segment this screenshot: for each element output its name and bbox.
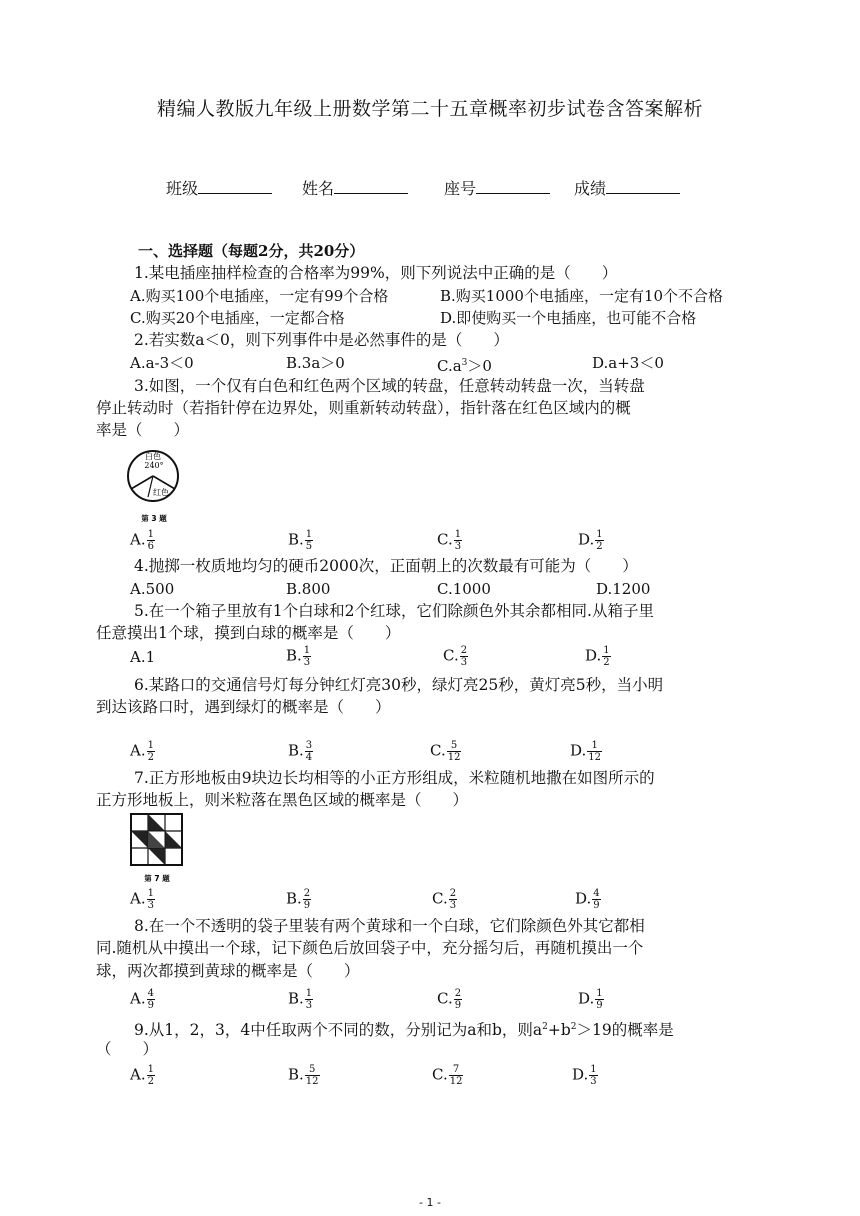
q4-option-c: C.1000 [437,580,491,598]
spinner-red-label: 红色 [153,488,169,497]
q5-option-c: C. $\frac{2}{3}$ [443,645,468,668]
page-number: - 1 - [419,1196,441,1209]
seat-label: 座号 [444,179,477,198]
q4-stem: 4.抛掷一枚质地均匀的硬币2000次，正面朝上的次数最有可能为（ ） [134,557,638,575]
section-heading: 一、选择题（每题2分，共20分） [138,242,365,260]
q8-line2: 同.随机从中摸出一个球，记下颜色后放回袋子中，充分摇匀后，再随机摸出一个 [96,939,644,957]
name-label: 姓名 [302,179,335,198]
q3-line3: 率是（ ） [96,421,190,439]
q8-option-a: A. $\frac{4}{9}$ [130,988,154,1011]
q5-option-b: B. $\frac{1}{3}$ [286,645,311,668]
score-blank [606,179,680,194]
seat-field [444,176,550,199]
floor-figure [128,811,186,889]
q7-option-d: D. $\frac{4}{9}$ [575,888,600,911]
q2-option-a: A.a-3＜0 [130,354,194,372]
spinner-figure [126,442,182,526]
q8-option-b: B. $\frac{1}{3}$ [288,988,313,1011]
q1-option-d: D.即使购买一个电插座，也可能不合格 [440,309,697,327]
q4-option-a: A.500 [130,580,175,598]
page-title: 精编人教版九年级上册数学第二十五章概率初步试卷含答案解析 [156,98,703,120]
score-field [574,176,680,199]
q5-option-d: D. $\frac{1}{2}$ [585,645,610,668]
q3-option-c: C. $\frac{1}{3}$ [437,529,462,552]
name-blank [334,179,408,194]
q7-line1: 7.正方形地板由9块边长均相等的小正方形组成，米粒随机地撒在如图所示的 [134,769,655,787]
q3-option-b: B. $\frac{1}{5}$ [288,529,313,552]
q4-option-b: B.800 [286,580,331,598]
q9-line1: 9.从1，2，3，4中任取两个不同的数，分别记为a和b，则$a^2+b^2>19$的概率是 [134,1021,674,1040]
q9-option-b: B. $\frac{5}{12}$ [288,1064,319,1087]
q8-option-c: C. $\frac{2}{9}$ [437,988,462,1011]
fig3-caption: 第 3 题 [141,514,167,523]
q7-option-c: C. $\frac{2}{3}$ [432,888,457,911]
q7-line2: 正方形地板上，则米粒落在黑色区域的概率是（ ） [96,791,469,809]
spinner-angle-label: 240° [144,461,164,470]
q1-stem: 1.某电插座抽样检查的合格率为99%，则下列说法中正确的是（ ） [134,264,618,282]
q5-option-a: A.1 [130,648,156,666]
q6-line2: 到达该路口时，遇到绿灯的概率是（ ） [96,698,391,716]
q6-option-d: D. $\frac{1}{12}$ [570,740,601,763]
q9-option-d: D. $\frac{1}{3}$ [572,1064,597,1087]
q3-line2: 停止转动时（若指针停在边界处，则重新转动转盘），指针落在红色区域内的概 [96,399,631,417]
q3-option-a: A. $\frac{1}{6}$ [130,529,154,552]
q7-option-a: A. $\frac{1}{3}$ [130,888,154,911]
q3-line1: 3.如图，一个仅有白色和红色两个区域的转盘，任意转动转盘一次，当转盘 [134,377,645,395]
q6-option-c: C. $\frac{5}{12}$ [430,740,461,763]
q1-option-b: B.购买1000个电插座，一定有10个不合格 [440,287,724,305]
q5-line1: 5.在一个箱子里放有1个白球和2个红球，它们除颜色外其余都相同.从箱子里 [134,602,654,620]
q4-option-d: D.1200 [596,580,651,598]
fig7-caption: 第 7 题 [144,874,170,883]
score-label: 成绩 [574,179,607,198]
seat-blank [476,179,550,194]
class-field [166,176,272,199]
q8-line1: 8.在一个不透明的袋子里装有两个黄球和一个白球，它们除颜色外其它都相 [134,917,645,935]
spinner-white-label: 白色 [145,452,161,461]
q2-stem: 2.若实数a＜0，则下列事件中是必然事件的是（ ） [134,331,509,349]
q1-option-c: C.购买20个电插座，一定都合格 [130,309,345,327]
q1-option-a: A.购买100个电插座，一定有99个合格 [130,287,389,305]
q9-line2: （ ） [96,1040,159,1058]
class-label: 班级 [166,179,199,198]
q6-line1: 6.某路口的交通信号灯每分钟红灯亮30秒，绿灯亮25秒，黄灯亮5秒，当小明 [134,676,664,694]
q2-option-b: B.3a＞0 [286,354,345,372]
q6-option-a: A. $\frac{1}{2}$ [130,740,154,763]
q6-option-b: B. $\frac{3}{4}$ [288,740,313,763]
q5-line2: 任意摸出1个球，摸到白球的概率是（ ） [96,624,401,642]
q8-option-d: D. $\frac{1}{9}$ [578,988,603,1011]
q8-line3: 球，两次都摸到黄球的概率是（ ） [96,962,360,980]
q2-option-c: $C.a^3>0$ [437,357,492,375]
q3-option-d: D. $\frac{1}{2}$ [578,529,603,552]
q2-option-d: D.a+3＜0 [592,354,664,372]
q9-option-a: A. $\frac{1}{2}$ [130,1064,154,1087]
q7-option-b: B. $\frac{2}{9}$ [286,888,311,911]
class-blank [198,179,272,194]
name-field [302,176,408,199]
q9-option-c: C. $\frac{7}{12}$ [432,1064,463,1087]
